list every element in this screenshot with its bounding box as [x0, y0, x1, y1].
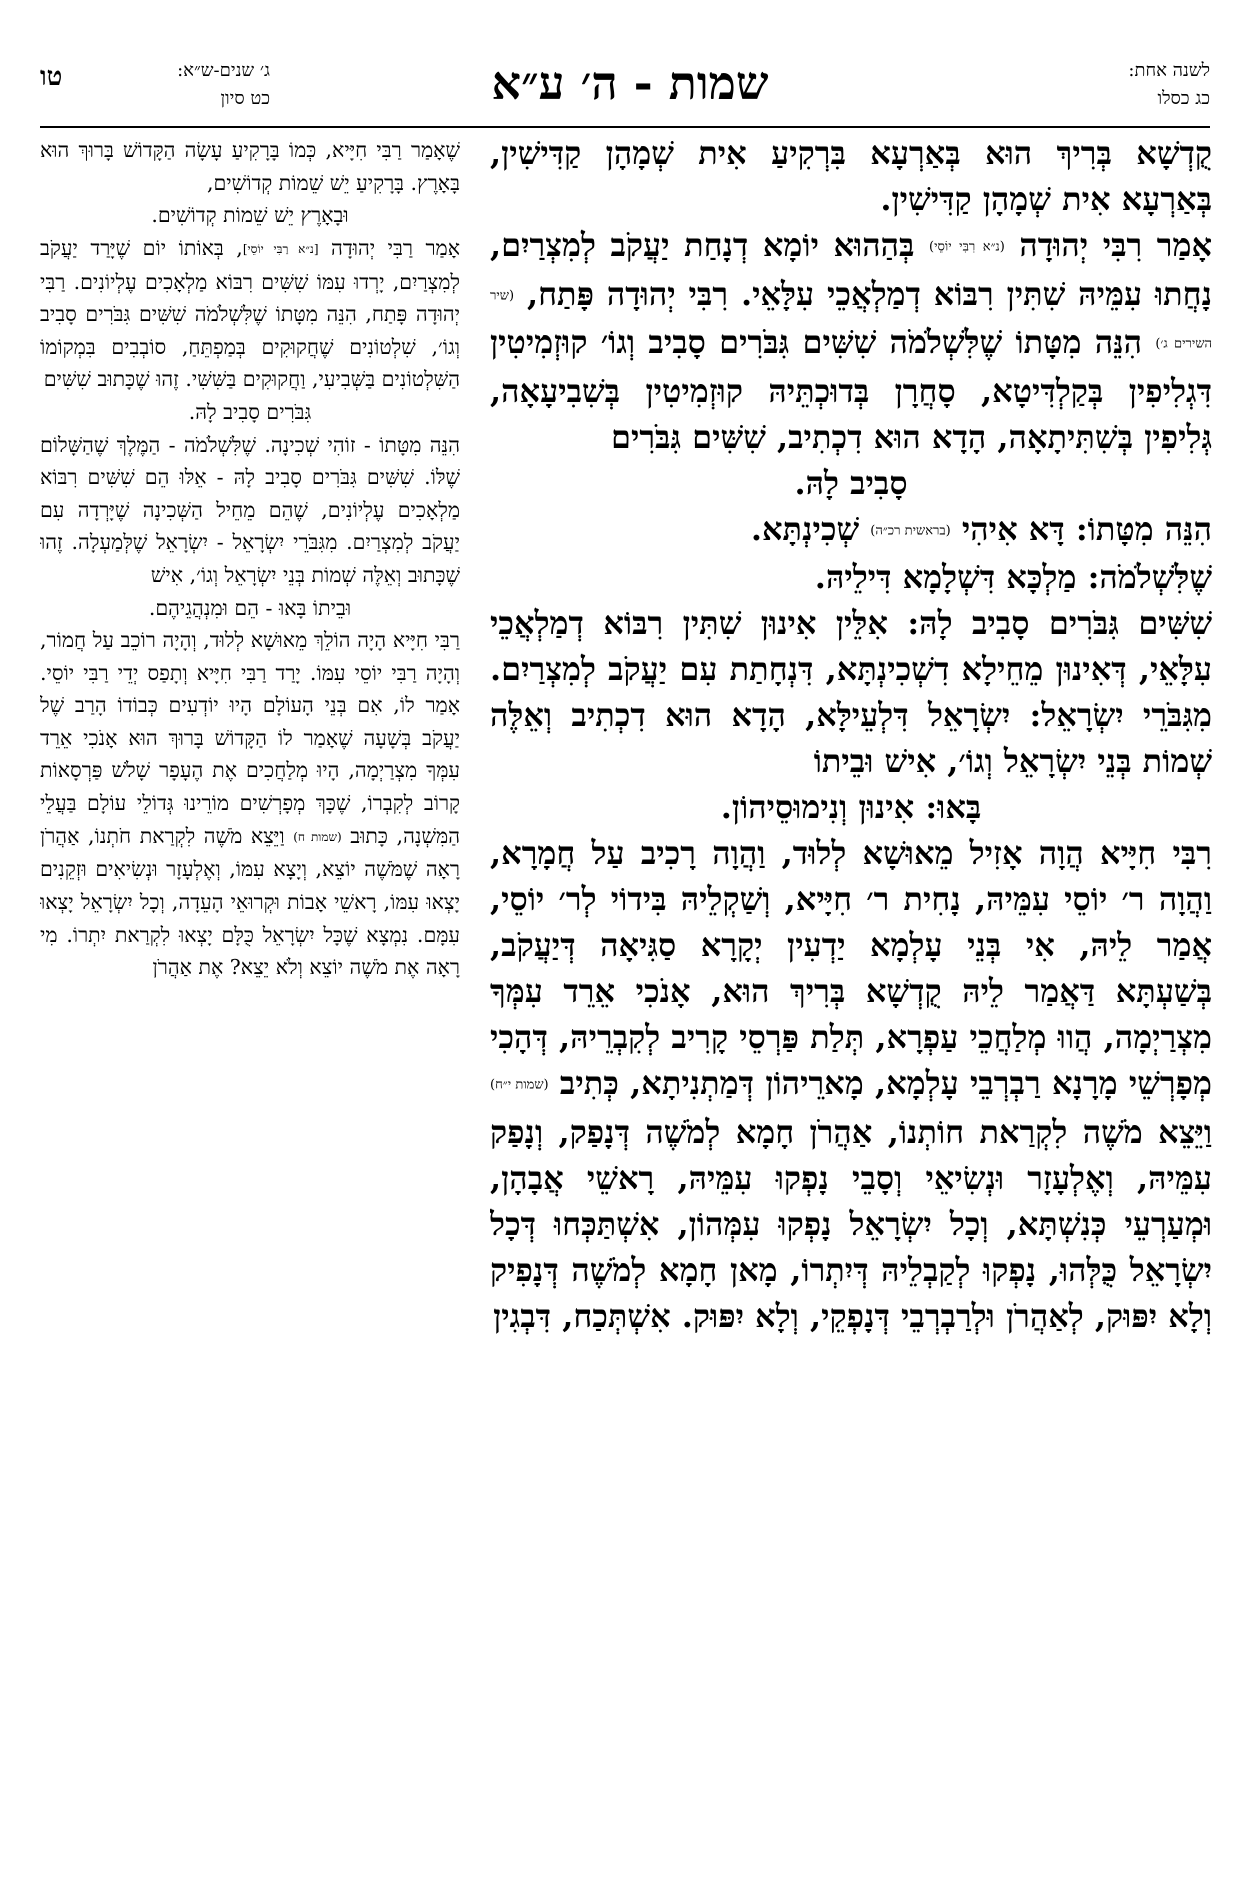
text-run: רַבִּי חִיָּיא הָיָה הוֹלֵךְ מֵאוּשָׁא לְלוּד, וְהָיָה רוֹכֵב עַל חֲמוֹר, וְהָיָה רַבִּי יוֹסֵי עִמּוֹ. יָרַד רַבִּי חִיָּיא וְתָפַס יְדֵי רַבִּי יוֹסֵי. אָמַר לוֹ, אִם בְּנֵי הָעוֹלָם הָיוּ יוֹדְעִים כְּבוֹדוֹ הָרַב שֶׁל יַעֲקֹב בְּשָׁעָה שֶׁאָמַר לוֹ הַקָּדוֹשׁ בָּרוּךְ הוּא אָנֹכִי אֵרֵד עִמְּךָ מִצְרַיְמָה, הָיוּ מְלַחֲכִים אֶת הֶעָפָר שָׁלֹשׁ פַּרְסָאוֹת קָרוֹב לְקִבְרוֹ, שֶׁכָּךְ מְפָרְשִׁים מוֹרֵינוּ גְּדוֹלֵי עוֹלָם בַּעֲלֵי הַמִּשְׁנָה, כָּתוּב [40, 628, 460, 848]
text-run: אָמַר רִבִּי יְהוּדָה [1004, 226, 1212, 264]
text-run: הִנֵּה מִטָּתוֹ: דָּא אִיהִי [950, 509, 1212, 548]
verse-reference: (שמות י״ח) [490, 1077, 549, 1093]
text-run: שְׁכִינְתָּא. [750, 509, 871, 548]
header-left [40, 56, 270, 126]
verse-reference: (נ״א רִבִּי יוֹסֵי) [929, 239, 1005, 255]
text-run: שֶׁלִּשְׁלֹמֹה: מַלְכָּא דִּשְׁלָמָא דִּילֵיהּ. [814, 558, 1212, 596]
main-text-column [490, 130, 1212, 1845]
text-run: הִנֵּה מִטָּתוֹ שֶׁלִּשְׁלֹמֹה שִׁשִּׁים גִּבֹּרִים סָבִיב וְגוֹ׳ קוּזְמִיטִין דִּגְלִיפִין בְּקַלְדִּיטָא, סָחֲרָן בְּדוּכְתֵּיהּ קוּזְמִיטִין בְּשִׁבִיעָאָה, גְּלִיפִין בְּשִׁתִּיתָאָה, הָדָא הוּא דִכְתִיב, שִׁשִּׁים גִּבֹּרִים [490, 323, 1212, 456]
aramaic-paragraph [490, 130, 1212, 222]
page-header [40, 56, 1210, 132]
text-run: גִּבֹּרִים סָבִיב לָהּ. [188, 399, 312, 424]
aramaic-paragraph [490, 506, 1212, 555]
study-schedule-three-years: ג׳ שנים-ש״א: [177, 60, 270, 81]
hebrew-paragraph [40, 134, 460, 199]
verse-reference: (שיר השירים ג׳) [490, 288, 1212, 352]
verse-reference: (שמות ח) [293, 829, 342, 844]
hebrew-paragraph [40, 429, 460, 592]
page-title: שמות - ה׳ ע״א [491, 56, 769, 110]
verse-reference: (בראשית רכ״ה) [870, 523, 951, 538]
text-run: קֻדְשָׁא בְּרִיךְ הוּא בְּאַרְעָא בִּרְקִיעַ אִית שְׁמָהָן קַדִּישִׁין, בְּאַרְעָא אִית שְׁמָהָן קַדִּישִׁין. [490, 134, 1212, 218]
header-right [1030, 56, 1210, 126]
hebrew-paragraph [40, 624, 460, 984]
text-run: , בְּאוֹתוֹ יוֹם שֶׁיָּרַד יַעֲקֹב לְמִצְרַיִם, יָרְדוּ עִמּוֹ שִׁשִּׁים רִבּוֹא מַלְאָכִים עֶלְיוֹנִים. רַבִּי יְהוּדָה פָּתַח, הִנֵּה מִטָּתוֹ שֶׁלִּשְׁלֹמֹה שִׁשִּׁים גִּבֹּרִים סָבִיב וְגוֹ׳, שִׁלְטוֹנִים שֶׁחֲקוּקִים בְּמַפְתֵּחַ, סוֹבְבִים בִּמְקוֹמוֹ הַשִּׁלְטוֹנִים בַּשְּׁבִיעִי, וַחֲקוּקִים בַּשִּׁשִּׁי. זֶהוּ שֶׁכָּתוּב שִׁשִּׁים [40, 235, 460, 392]
text-run: רִבִּי חִיָּיא הֲוָה אָזִיל מֵאוּשָׁא לְלוּד, וַהֲוָה רָכִיב עַל חֲמָרָא, וַהֲוָה ר׳ יוֹסֵי עִמֵּיהּ, נָחִית ר׳ חִיָּיא, וְשַׁקְלֵיהּ בִּידוֹי לְר׳ יוֹסֵי, אֲמַר לֵיהּ, אִי בְּנֵי עָלְמָא יַדְעִין יְקָרָא סַגִּיאָה דְּיַעֲקֹב, בְּשַׁעְתָּא דַּאֲמַר לֵיהּ קֻדְשָׁא בְּרִיךְ הוּא, אָנֹכִי אֵרֵד עִמְּךָ מִצְרַיְמָה, הֲווּ מְלַחֲכֵי עַפְרָא, תְּלַת פַּרְסֵי קָרִיב לְקִבְרֵיהּ, דְּהָכִי מְפָרְשֵׁי מָרָנָא רַבְרְבֵי עָלְמָא, מָארֵיהוֹן דְּמַתְנִיתָא, כְּתִיב [490, 834, 1212, 1102]
text-run: וּבֵיתוֹ בָּאוּ - הֵם וּמִנְהֲגֵיהֶם. [148, 595, 352, 620]
hebrew-paragraph [40, 199, 460, 232]
text-run: הִנֵּה מִטָּתוֹ - זוֹהִי שְׁכִינָה. שֶׁלִּשְׁלֹמֹה - הַמֶּלֶךְ שֶׁהַשָּׁלוֹם שֶׁלּוֹ. שִׁשִּׁים גִּבֹּרִים סָבִיב לָהּ - אֵלּוּ הֵם שִׁשִּׁים רִבּוֹא מַלְאָכִים עֶלְיוֹנִים, שֶׁהֵם מֵחֵיל הַשְּׁכִינָה שֶׁיָּרְדָה עִם יַעֲקֹב לְמִצְרַיִם. מִגִּבֹּרֵי יִשְׂרָאֵל - יִשְׂרָאֵל שֶׁלְּמַעְלָה. זֶהוּ שֶׁכָּתוּב וְאֵלֶּה שְׁמוֹת בְּנֵי יִשְׂרָאֵל וְגוֹ׳, אִישׁ [40, 432, 460, 587]
aramaic-paragraph [490, 222, 1212, 460]
text-run: בְּהַהוּא יוֹמָא דְנָחַת יַעֲקֹב לְמִצְרַיִם, נָחֲתוּ עִמֵּיהּ שִׁתִּין רִבּוֹא דְמַלְאֲכֵי עִלָּאֵי. רִבִּי יְהוּדָה פָּתַח, [490, 226, 1212, 313]
text-run: וַיֵּצֵא מֹשֶׁה לִקְרַאת חֹתְנוֹ, אַהֲרֹן רָאָה שֶׁמֹּשֶׁה יוֹצֵא, וְיָצָא עִמּוֹ, וְאֶלְעָזָר וּנְשִׂיאִים וּזְקֵנִים יָצְאוּ עִמּוֹ, רָאשֵׁי אָבוֹת וּקְרוּאֵי הָעֵדָה, וְכָל יִשְׂרָאֵל יָצְאוּ עִמָּם. נִמְצָא שֶׁכָּל יִשְׂרָאֵל כֻּלָּם יָצְאוּ לִקְרַאת יִתְרוֹ. מִי רָאָה אֶת מֹשֶׁה יוֹצֵא וְלֹא יֵצֵא? אֶת אַהֲרֹן [40, 823, 460, 980]
study-date-three-years: כט סיון [220, 88, 270, 109]
hebrew-paragraph [40, 592, 460, 625]
header-divider [40, 126, 1210, 128]
aramaic-paragraph [490, 784, 1212, 830]
aramaic-paragraph [490, 554, 1212, 600]
text-run: וּבָאָרֶץ יֵשׁ שֵׁמוֹת קְדוֹשִׁים. [151, 203, 349, 228]
text-run: שִׁשִּׁים גִּבֹּרִים סָבִיב לָהּ: אִלֵּין אִינוּן שִׁתִּין רִבּוֹא דְמַלְאֲכֵי עִלָּאֵי, דְּאִינוּן מֵחֵילָא דִשְׁכִינְתָּא, דִּנְחָתַת עִם יַעֲקֹב לְמִצְרַיִם. מִגִּבֹּרֵי יִשְׂרָאֵל: יִשְׂרָאֵל דִּלְעֵילָּא, הָדָא הוּא דִכְתִיב וְאֵלֶּה שְׁמוֹת בְּנֵי יִשְׂרָאֵל וְגוֹ׳, אִישׁ וּבֵיתוֹ [490, 604, 1212, 780]
verse-reference: [נ״א רַבִּי יוֹסֵי] [242, 241, 319, 256]
study-date-one-year: כג כסלו [1157, 88, 1210, 109]
aramaic-paragraph [490, 830, 1212, 1339]
page-number: טו [40, 62, 63, 92]
translation-column [40, 134, 460, 1844]
hebrew-paragraph [40, 396, 460, 429]
text-run: בָּאוּ: אִינוּן וְנִימוּסֵיהוֹן. [720, 788, 982, 826]
aramaic-paragraph [490, 600, 1212, 784]
text-run: אָמַר רַבִּי יְהוּדָה [318, 235, 460, 260]
text-run: סָבִיב לָהּ. [794, 463, 908, 502]
text-run: וַיֵּצֵא מֹשֶׁה לִקְרַאת חוֹתְנוֹ, אַהֲרֹן חָמָא לְמֹשֶׁה דְּנָפַק, וְנָפַק עִמֵּיהּ, וְאֶלְעָזָר וּנְשִׂיאֵי וְסָבֵי נָפְקוּ עִמֵּיהּ, רָאשֵׁי אֲבָהָן, וּמְעַרְעֵי כְּנִשְׁתָּא, וְכָל יִשְׂרָאֵל נָפְקוּ עִמְּהוֹן, אִשְׁתַּכְּחוּ דְּכָל יִשְׂרָאֵל כֻּלְּהוּ, נָפְקוּ לְקַבְלֵיהּ דְּיִתְרוֹ, מָאן חָמָא לְמֹשֶׁה דְּנָפִיק וְלָא יִפּוּק, לְאַהֲרֹן וּלְרַבְרְבֵי דְּנָפְקֵי, וְלָא יִפּוּק. אִשְׁתְּכַח, דִּבְגִין [490, 1112, 1212, 1335]
study-schedule-one-year: לשנה אחת: [1128, 60, 1210, 81]
hebrew-paragraph [40, 232, 460, 396]
aramaic-paragraph [490, 460, 1212, 506]
text-run: שֶׁאָמַר רַבִּי חִיָּיא, כְּמוֹ בָּרָקִיעַ עָשָׂה הַקָּדוֹשׁ בָּרוּךְ הוּא בָּאָרֶץ. בָּרָקִיעַ יֵשׁ שֵׁמוֹת קְדוֹשִׁים, [40, 138, 460, 195]
